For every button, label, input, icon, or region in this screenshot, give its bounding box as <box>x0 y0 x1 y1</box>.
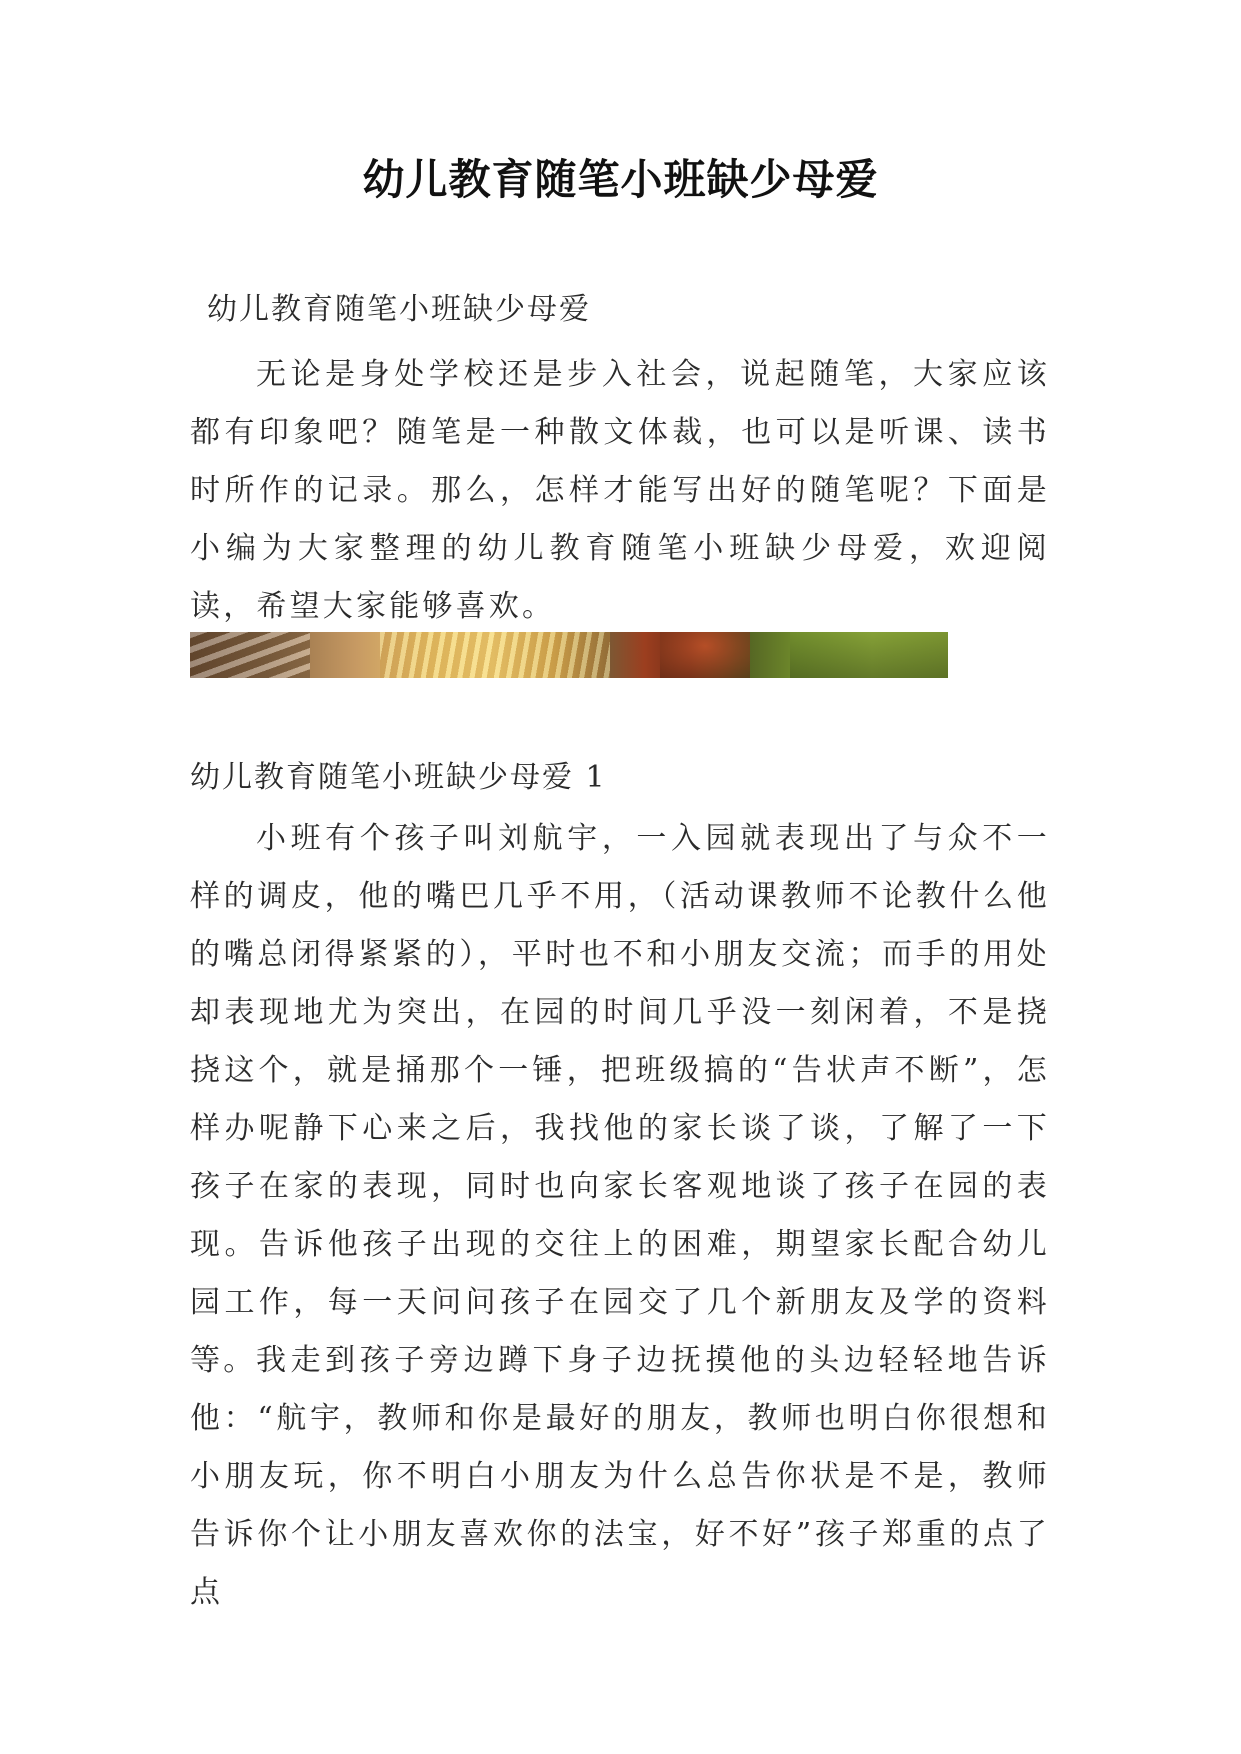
photo-detail-left <box>190 632 310 678</box>
photo-detail-right <box>790 632 948 678</box>
intro-paragraph: 无论是身处学校还是步入社会，说起随笔，大家应该都有印象吧？随笔是一种散文体裁，也可以是听课、读书时所作的记录。那么，怎样才能写出好的随笔呢？下面是小编为大家整理的幼儿教育随笔小班缺少母爱，欢迎阅读，希望大家能够喜欢。 <box>190 357 1050 624</box>
article-photo <box>190 632 948 678</box>
photo-detail-center <box>660 632 750 678</box>
body-paragraph: 我走到孩子旁边蹲下身子边抚摸他的头边轻轻地告诉他：“航宇，教师和你是最好的朋友，教师也明白你很想和小朋友玩，你不明白小朋友为什么总告你状是不是，教师告诉你个让小朋友喜欢你的法宝，好不好”孩子郑重的点了点 <box>190 1343 1050 1610</box>
section-heading: 幼儿教育随笔小班缺少母爱 1 <box>190 760 607 795</box>
body-paragraph: 小班有个孩子叫刘航宇，一入园就表现出了与众不一样的调皮，他的嘴巴几乎不用，（活动课教师不论教什么他的嘴总闭得紧紧的），平时也不和小朋友交流；而手的用处却表现地尤为突出，在园的时间几乎没一刻闲着，不是挠挠这个，就是捅那个一锤，把班级搞的“告状声不断”，怎样办呢静下心来之后，我找他的家长谈了谈，了解了一下孩子在家的表现，同时也向家长客观地谈了孩子在园的表现。告诉他孩子出现的交往上的困难，期望家长配合幼儿园工作，每一天问问孩子在园交了几个新朋友及学的资料等。 <box>190 821 1050 1378</box>
document-subtitle: 幼儿教育随笔小班缺少母爱 <box>207 292 591 327</box>
photo-detail-books <box>380 632 610 678</box>
document-title: 幼儿教育随笔小班缺少母爱 <box>362 155 879 204</box>
